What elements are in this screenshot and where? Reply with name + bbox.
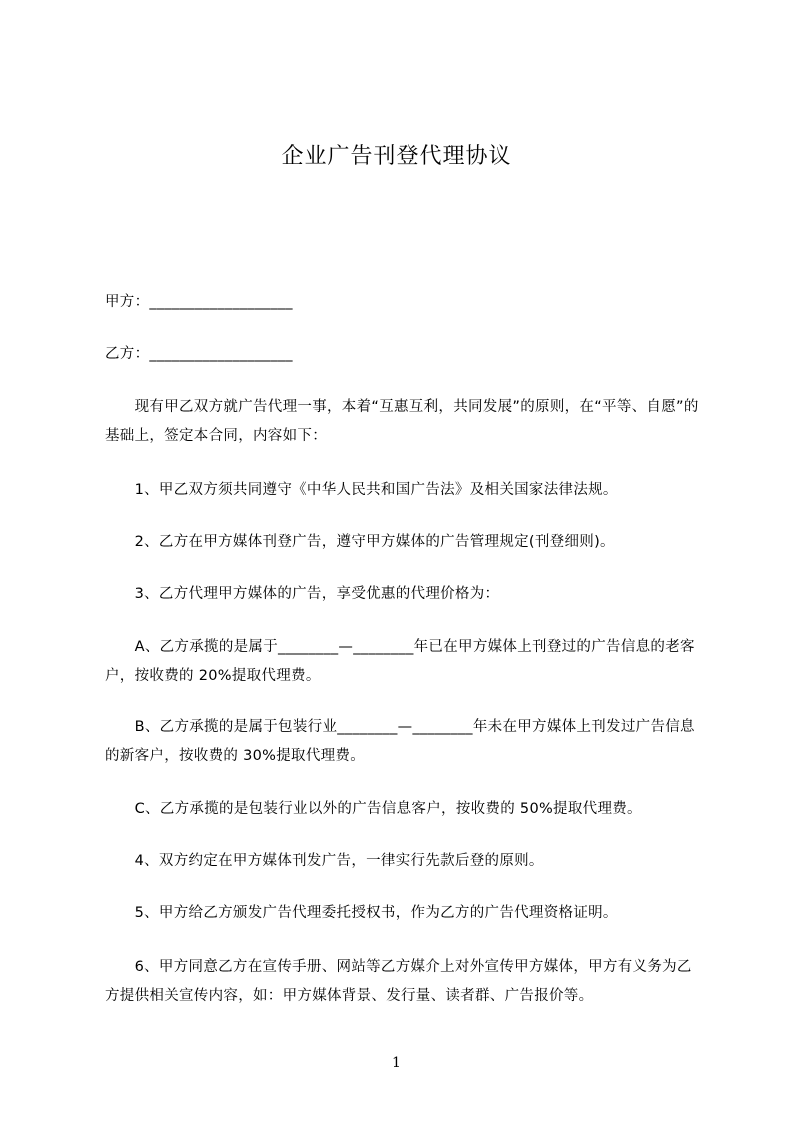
clause-2: 2、乙方在甲方媒体刊登广告，遵守甲方媒体的广告管理规定(刊登细则)。 <box>105 534 615 550</box>
clause-3: 3、乙方代理甲方媒体的广告，享受优惠的代理价格为： <box>105 586 500 602</box>
document-title: 企业广告刊登代理协议 <box>281 144 512 169</box>
page-number: 1 <box>392 1055 401 1071</box>
clause-3c: C、乙方承揽的是包装行业以外的广告信息客户，按收费的 50%提取代理费。 <box>105 801 642 817</box>
clause-1: 1、甲乙双方须共同遵守《中华人民共和国广告法》及相关国家法律法规。 <box>105 482 618 498</box>
party-b-line: 乙方：___________________ <box>105 346 293 362</box>
clause-3a: A、乙方承揽的是属于________—________年已在甲方媒体上刊登过的广告信息的老客户，按收费的 20%提取代理费。 <box>105 639 695 684</box>
clause-4: 4、双方约定在甲方媒体刊发广告，一律实行先款后登的原则。 <box>105 853 544 869</box>
clause-3b: B、乙方承揽的是属于包装行业________—________年未在甲方媒体上刊发过广告信息的新客户，按收费的 30%提取代理费。 <box>105 719 695 764</box>
clause-5: 5、甲方给乙方颁发广告代理委托授权书，作为乙方的广告代理资格证明。 <box>105 905 618 921</box>
preamble-paragraph: 现有甲乙双方就广告代理一事，本着“互惠互利，共同发展”的原则，在“平等、自愿”的基础上，签定本合同，内容如下： <box>105 399 699 444</box>
clause-6: 6、甲方同意乙方在宣传手册、网站等乙方媒介上对外宣传甲方媒体，甲方有义务为乙方提供相关宣传内容，如：甲方媒体背景、发行量、读者群、广告报价等。 <box>105 959 692 1004</box>
party-a-line: 甲方：___________________ <box>105 294 293 310</box>
